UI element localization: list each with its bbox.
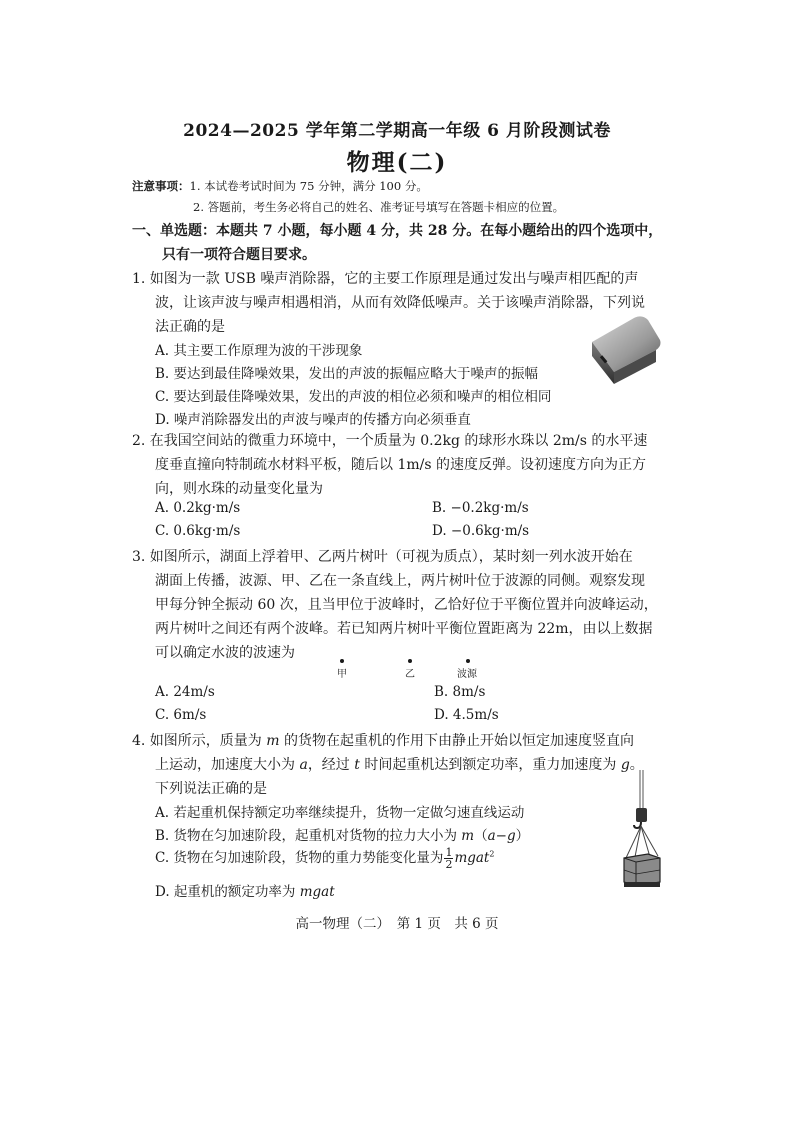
q4-expression: mgat [299,884,335,900]
q3-stem-line-1: 3. 如图所示，湖面上浮着甲、乙两片树叶（可视为质点），某时刻一列水波开始在 [132,549,633,565]
q2-option-a: A. 0.2kg·m/s [155,500,241,516]
q4-stem-line-1 [132,730,634,750]
q4-var-m: m [461,828,475,844]
q3-stem-line-5: 可以确定水波的波速为 [155,645,295,661]
q2-option-c: C. 0.6kg·m/s [155,523,241,539]
q4-stem-line-3: 下列说法正确的是 [155,781,267,797]
q1-stem-line-1: 1. 如图为一款 USB 噪声消除器，它的主要工作原理是通过发出与噪声相匹配的声 [132,271,639,287]
q4-paren: （ [474,828,488,844]
q4-paren: ） [515,828,530,844]
q3-stem-line-3: 甲每分钟全振动 60 次，且当甲位于波峰时，乙恰好位于平衡位置并向波峰运动， [155,597,658,613]
q1-stem-line-2: 波，让该声波与噪声相遇相消，从而有效降低噪声。关于该噪声消除器，下列说 [155,295,645,311]
q3-option-c: C. 6m/s [155,707,207,723]
q4-var-a: a [299,757,308,773]
q3-stem-line-2: 湖面上传播，波源、甲、乙在一条直线上，两片树叶位于波源的同侧。观察发现 [155,573,645,589]
q4-minus: − [495,828,507,844]
crane-cargo-image [618,770,666,890]
q2-stem-line-3: 向，则水珠的动量变化量为 [155,481,323,497]
q2-stem-line-2: 度垂直撞向特制疏水材料平板，随后以 1m/s 的速度反弹。设初速度方向为正方 [155,457,646,473]
q3-option-b: B. 8m/s [434,684,486,700]
q3-stem-line-4: 两片树叶之间还有两个波峰。若已知两片树叶平衡位置距离为 22m，由以上数据 [155,621,653,637]
q2-option-b: B. −0.2kg·m/s [432,500,529,516]
exam-title: 2024—2025 学年第二学期高一年级 6 月阶段测试卷 [183,121,611,141]
page-footer: 高一物理（二） 第 1 页 共 6 页 [295,916,499,932]
q4-option-c [155,846,494,870]
q4-var-a: a [487,828,496,844]
wave-source-label: 波源 [457,669,477,680]
q4-option-c-text: C. 货物在匀加速阶段，货物的重力势能变化量为 [155,850,444,866]
fraction-one-half [444,847,453,870]
leaf-yi-label: 乙 [405,669,415,680]
q4-option-d [155,880,335,900]
q4-stem-line-2 [155,754,644,774]
section-heading-line-1: 一、单选题：本题共 7 小题，每小题 4 分，共 28 分。在每小题给出的四个选项中， [132,223,663,239]
notice [132,178,428,194]
q4-exponent: 2 [489,849,495,859]
fraction-denominator: 2 [445,858,453,871]
q1-option-d: D. 噪声消除器发出的声波与噪声的传播方向必须垂直 [155,412,471,428]
q1-stem-line-3: 法正确的是 [155,319,225,335]
q4-text: 4. 如图所示，质量为 [132,733,267,749]
section-heading-line-2: 只有一项符合题目要求。 [162,247,316,263]
q4-option-a: A. 若起重机保持额定功率继续提升，货物一定做匀速直线运动 [155,805,525,821]
notice-label: 注意事项： [132,179,190,193]
notice-item-2: 2. 答题前，考生务必将自己的姓名、准考证号填写在答题卡相应的位置。 [193,200,565,214]
leaf-jia-label: 甲 [337,669,347,680]
q4-text: 上运动，加速度大小为 [155,757,300,773]
q2-option-d: D. −0.6kg·m/s [432,523,530,539]
fraction-numerator: 1 [445,846,453,859]
q4-option-b [155,824,529,844]
q4-text: 的货物在起重机的作用下由静止开始以恒定加速度竖直向 [279,733,634,749]
q3-option-a: A. 24m/s [155,684,215,700]
q1-option-c: C. 要达到最佳降噪效果，发出的声波的相位必须和噪声的相位相同 [155,389,552,405]
leaf-yi-point [408,659,412,663]
q4-expression: mgat [454,850,490,866]
noise-canceller-image [588,312,664,392]
q4-var-g: g [506,828,516,844]
q2-stem-line-1: 2. 在我国空间站的微重力环境中，一个质量为 0.2kg 的球形水珠以 2m/s 的水平速 [132,433,648,449]
leaf-jia-point [340,659,344,663]
wave-source-point [466,659,470,663]
notice-item-1: 1. 本试卷考试时间为 75 分钟，满分 100 分。 [189,179,428,193]
q4-text: ，经过 [307,757,355,773]
q1-option-b: B. 要达到最佳降噪效果，发出的声波的振幅应略大于噪声的振幅 [155,366,539,382]
q4-var-g: g [620,757,630,773]
q4-var-t: t [354,757,360,773]
q4-text: 。 [629,757,644,773]
q4-option-d-text: D. 起重机的额定功率为 [155,884,300,900]
q4-option-b-text: B. 货物在匀加速阶段，起重机对货物的拉力大小为 [155,828,462,844]
q3-option-d: D. 4.5m/s [434,707,499,723]
q4-var-m: m [266,733,280,749]
exam-subject: 物理(二) [346,149,448,176]
q1-option-a: A. 其主要工作原理为波的干涉现象 [155,343,363,359]
q4-text: 时间起重机达到额定功率，重力加速度为 [359,757,621,773]
